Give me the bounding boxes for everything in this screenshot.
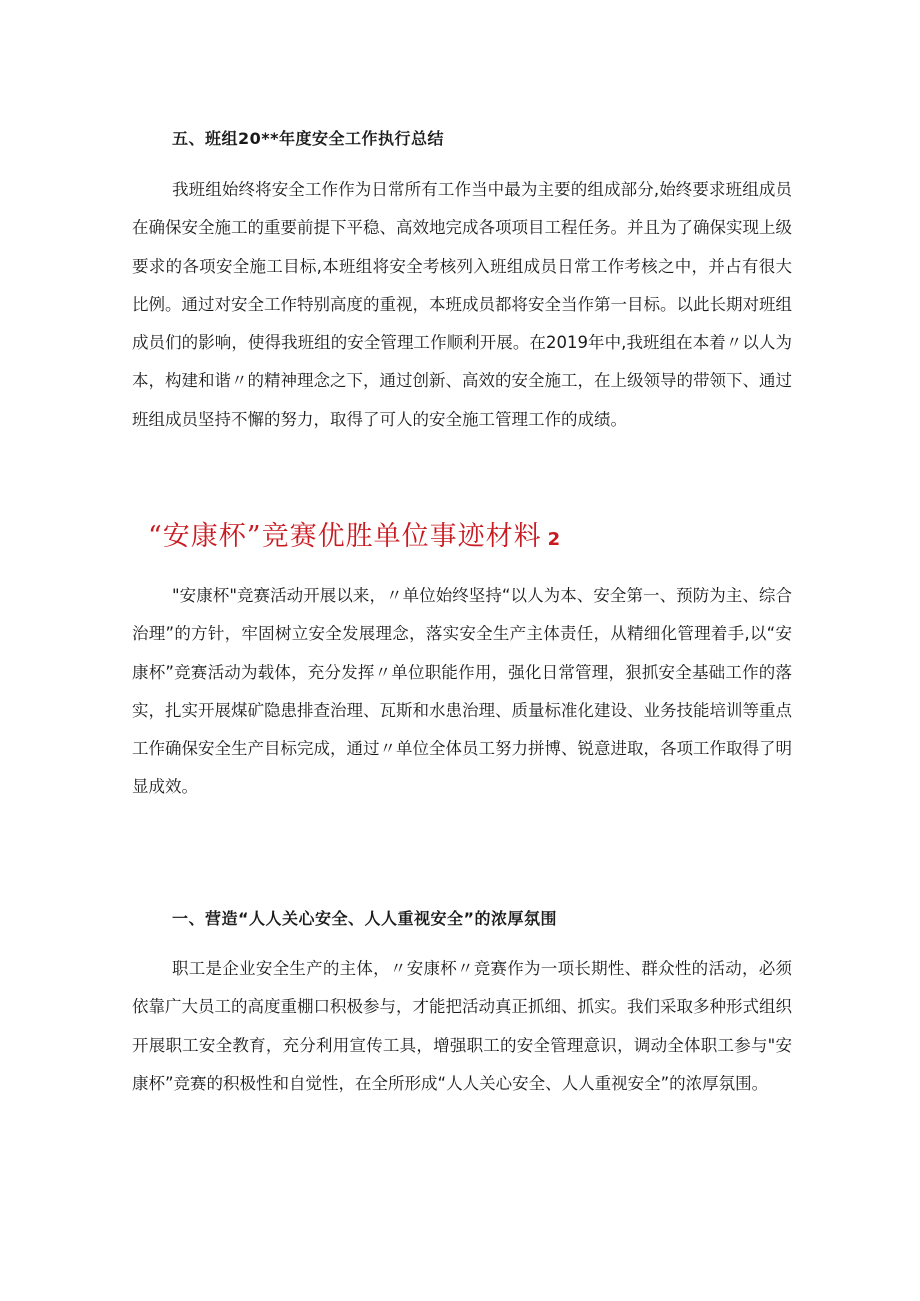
section-1-paragraph: 职工是企业安全生产的主体，〃安康杯〃竞赛作为一项长期性、群众性的活动，必须依靠广大员工的高度重棚口积极参与，才能把活动真正抓细、抓实。我们采取多种形式组织开展职工安全教育，充分利用宣传工具，增强职工的安全管理意识，调动全体职工参与"安康杯”竞赛的积极性和自觉性，在全所形成“人人关心安全、人人重视安全”的浓厚氛围。 [132,959,792,1093]
document-title-text: “安康杯”竞赛优胜单位事迹材料 [148,521,542,552]
section-5-heading: 五、班组20**年度安全工作执行总结 [172,129,445,148]
intro-paragraph: "安康杯"竞赛活动开展以来，〃单位始终坚持“以人为本、安全第一、预防为主、综合治理”的方针，牢固树立安全发展理念，落实安全生产主体责任，从精细化管理着手,以“安康杯”竞赛活动为载体，充分发挥〃单位职能作用，强化日常管理，狠抓安全基础工作的落实，扎实开展煤矿隐患排查治理、瓦斯和水患治理、质量标准化建设、业务技能培训等重点工作确保安全生产目标完成，通过〃单位全体员工努力拼博、锐意进取，各项工作取得了明显成效。 [132,586,792,797]
document-title-number: 2 [547,529,562,550]
document-title [148,514,561,553]
section-1-heading: 一、营造“人人关心安全、人人重视安全”的浓厚氛围 [172,909,558,928]
section-5-paragraph: 我班组始终将安全工作作为日常所有工作当中最为主要的组成部分,始终要求班组成员在确保安全施工的重要前提下平稳、高效地完成各项项目工程任务。并且为了确保实现上级要求的各项安全施工目标,本班组将安全考核列入班组成员日常工作考核之中，并占有很大比例。通过对安全工作特别高度的重视，本班成员都将安全当作第一目标。以此长期对班组成员们的影响，使得我班组的安全管理工作顺利开展。在2019年中,我班组在本着〃以人为本，构建和谐〃的精神理念之下，通过创新、高效的安全施工，在上级领导的带领下、通过班组成员坚持不懈的努力，取得了可人的安全施工管理工作的成绩。 [132,180,792,429]
